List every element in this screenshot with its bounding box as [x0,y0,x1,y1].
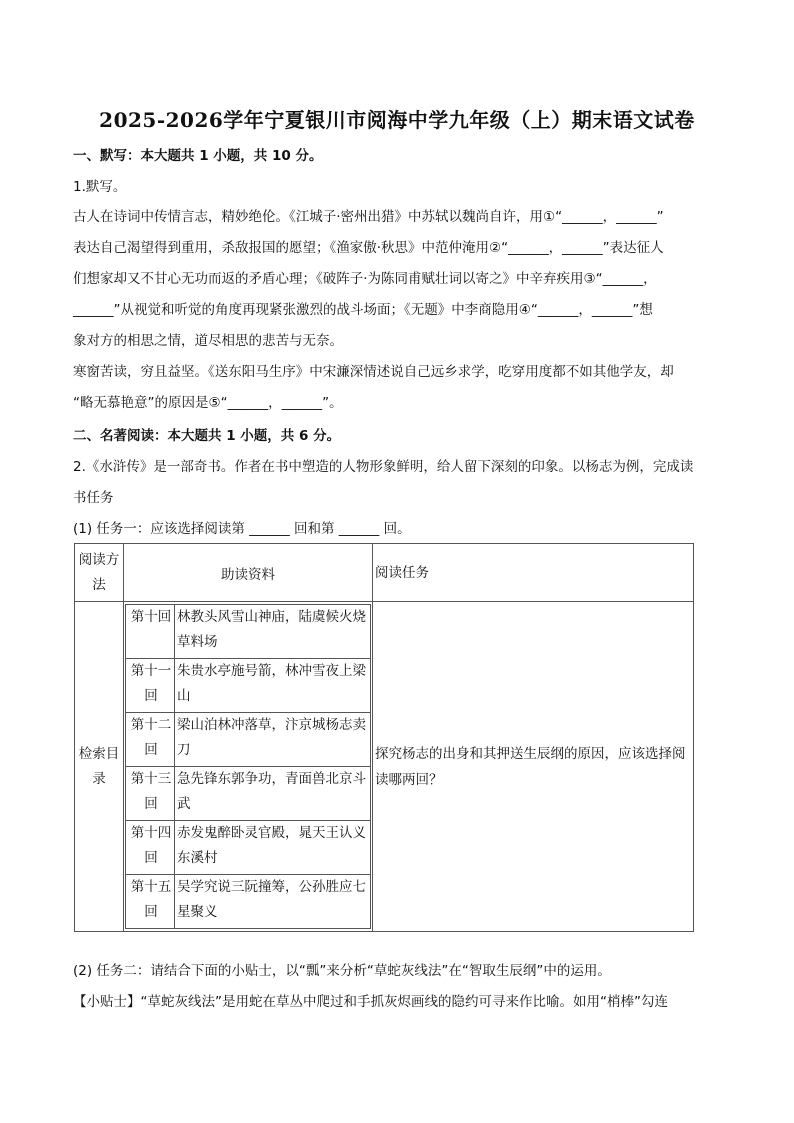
resource-cell [124,602,373,932]
q2-line-1: 2.《水浒传》是一部奇书。作者在书中塑造的人物形象鲜明，给人留下深刻的印象。以杨志为例，完成读 [73,459,694,475]
chapter-row [126,767,371,821]
q1-para-line-3: 们想家却又不甘心无功而返的矛盾心理；《破阵子·为陈同甫赋壮词以寄之》中辛弃疾用③“______， [73,271,657,287]
chapter-number: 第十五回 [126,875,175,929]
q2-line-2: 书任务 [73,490,114,506]
chapter-row [126,659,371,713]
q1-para-line-4: ______”从视觉和听觉的角度再现紧张激烈的战斗场面；《无题》中李商隐用④“______，______”想 [73,302,653,318]
q1-para-line-2: 表达自己渴望得到重用，杀敌报国的愿望；《渔家傲·秋思》中范仲淹用②“______，______”表达征人 [73,240,664,256]
chapter-number: 第十二回 [126,713,175,767]
q1-para2-line-2: “略无慕艳意”的原因是⑤“______，______”。 [73,395,343,411]
chapter-list [125,604,371,929]
q1-para2-line-1: 寒窗苦读，穷且益坚。《送东阳马生序》中宋濂深情述说自己远乡求学，吃穿用度都不如其他学友，却 [73,364,674,380]
chapter-row [126,605,371,659]
reading-table [74,543,694,932]
chapter-row [126,821,371,875]
section1-heading: 一、默写：本大题共 1 小题，共 10 分。 [73,148,323,164]
task-cell: 探究杨志的出身和其押送生辰纲的原因，应该选择阅读哪两回？ [373,602,694,932]
chapter-title: 赤发鬼醉卧灵官殿，晁天王认义东溪村 [175,821,371,875]
chapter-title: 梁山泊林冲落草，汴京城杨志卖刀 [175,713,371,767]
chapter-title: 吴学究说三阮撞筹，公孙胜应七星聚义 [175,875,371,929]
chapter-number: 第十三回 [126,767,175,821]
q1-para-line-1: 古人在诗词中传情言志，精妙绝伦。《江城子·密州出猎》中苏轼以魏尚自许，用①“______，______” [73,209,664,225]
method-cell: 检索目录 [75,602,124,932]
chapter-number: 第十回 [126,605,175,659]
chapter-title: 林教头风雪山神庙，陆虞候火烧草料场 [175,605,371,659]
tip-text: 【小贴士】“草蛇灰线法”是用蛇在草丛中爬过和手抓灰烬画线的隐约可寻来作比喻。如用“梢棒”勾连 [73,994,668,1010]
chapter-row [126,875,371,929]
chapter-row [126,713,371,767]
chapter-number: 第十一回 [126,659,175,713]
header-method: 阅读方法 [75,544,124,602]
page-title: 2025-2026学年宁夏银川市阅海中学九年级（上）期末语文试卷 [99,108,695,132]
task1-text: (1) 任务一：应该选择阅读第 ______ 回和第 ______ 回。 [73,521,411,537]
chapter-title: 急先锋东郭争功，青面兽北京斗武 [175,767,371,821]
task2-text: (2) 任务二：请结合下面的小贴士，以“瓢”来分析“草蛇灰线法”在“智取生辰纲”中的运用。 [73,963,611,979]
chapter-title: 朱贵水亭施号箭，林冲雪夜上梁山 [175,659,371,713]
section2-heading: 二、名著阅读：本大题共 1 小题，共 6 分。 [73,428,341,444]
q1-para-line-5: 象对方的相思之情，道尽相思的悲苦与无奈。 [73,333,343,349]
chapter-number: 第十四回 [126,821,175,875]
header-task: 阅读任务 [373,544,694,602]
question1-label: 1.默写。 [73,179,127,195]
header-resource: 助读资料 [124,544,373,602]
